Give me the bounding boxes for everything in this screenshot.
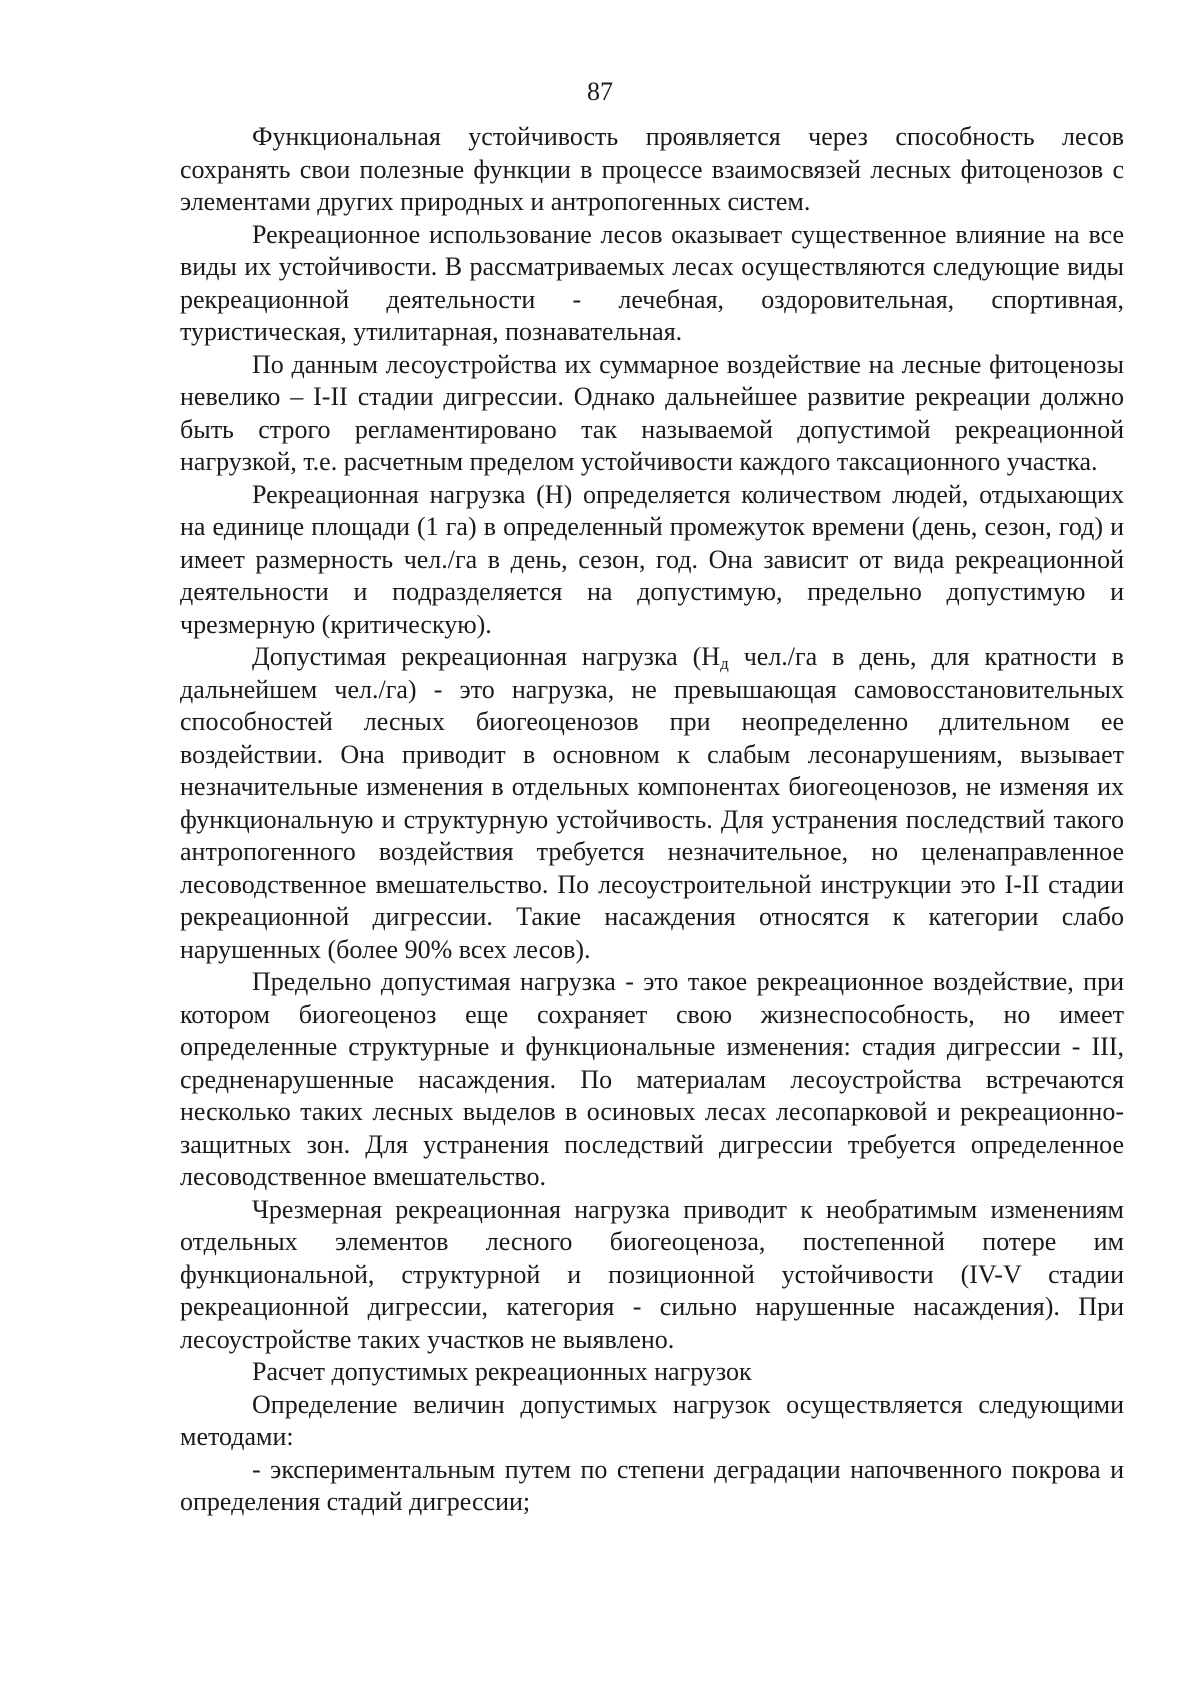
paragraph-maximum-permissible-load: Предельно допустимая нагрузка - это такое рекреационное воздействие, при котором биогеоценоз еще сохраняет свою жизнеспособность, но имеет определенные структурные и функциональные изменения: стадия дигрессии - III, средненарушенные насаждения. По материалам лесоустройства встречаются несколько таких лесных выделов в осиновых лесах лесопарковой и рекреационно-защитных зон. Для устранения последствий дигрессии требуется определенное лесоводственное вмешательство.: [180, 967, 1124, 1191]
body-text: [180, 121, 1124, 1519]
paragraph-permissible-load: [180, 641, 1124, 966]
list-item-experimental-method: - экспериментальным путем по степени деградации напочвенного покрова и определения стадий дигрессии;: [180, 1454, 1124, 1516]
paragraph-excessive-load: Чрезмерная рекреационная нагрузка приводит к необратимым изменениям отдельных элементов лесного биогеоценоза, постепенной потере им функциональной, структурной и позиционной устойчивости (IV-V стадии рекреационной дигрессии, категория - сильно нарушенные насаждения). При лесоустройстве таких участков не выявлено.: [180, 1194, 1124, 1354]
paragraph-determination-methods: Определение величин допустимых нагрузок осуществляется следующими методами:: [180, 1389, 1124, 1451]
permissible-load-text-start: Допустимая рекреационная нагрузка (Н: [252, 642, 721, 671]
permissible-load-text-rest: чел./га в день, для кратности в дальнейшем чел./га) - это нагрузка, не превышающая самовосстановительных способностей лесных биогеоценозов при неопределенно длительном ее воздействии. Она приводит в основном к слабым лесонарушениям, вызывает незначительные изменения в отдельных компонентах биогеоценозов, не изменяя их функциональную и структурную устойчивость. Для устранения последствий такого антропогенного воздействия требуется незначительное, но целенаправленное лесоводственное вмешательство. По лесоустроительной инструкции это I-II стадии рекреационной дигрессии. Такие насаждения относятся к категории слабо нарушенных (более 90% всех лесов).: [180, 642, 1124, 964]
paragraph-recreational-load-definition: Рекреационная нагрузка (Н) определяется количеством людей, отдыхающих на единице площади (1 га) в определенный промежуток времени (день, сезон, год) и имеет размерность чел./га в день, сезон, год. Она зависит от вида рекреационной деятельности и подразделяется на допустимую, предельно допустимую и чрезмерную (критическую).: [180, 479, 1124, 639]
section-heading-load-calculation: Расчет допустимых рекреационных нагрузок: [252, 1357, 752, 1386]
subscript-d: д: [720, 654, 729, 673]
paragraph-recreational-use: Рекреационное использование лесов оказывает существенное влияние на все виды их устойчивости. В рассматриваемых лесах осуществляются следующие виды рекреационной деятельности - лечебная, оздоровительная, спортивная, туристическая, утилитарная, познавательная.: [180, 219, 1124, 346]
paragraph-functional-stability: Функциональная устойчивость проявляется через способность лесов сохранять свои полезные функции в процессе взаимосвязей лесных фитоценозов с элементами других природных и антропогенных систем.: [180, 122, 1124, 216]
paragraph-forest-management-data: По данным лесоустройства их суммарное воздействие на лесные фитоценозы невелико – I-II стадии дигрессии. Однако дальнейшее развитие рекреации должно быть строго регламентировано так называемой допустимой рекреационной нагрузкой, т.е. расчетным пределом устойчивости каждого таксационного участка.: [180, 349, 1124, 476]
page-number: 87: [587, 77, 613, 106]
